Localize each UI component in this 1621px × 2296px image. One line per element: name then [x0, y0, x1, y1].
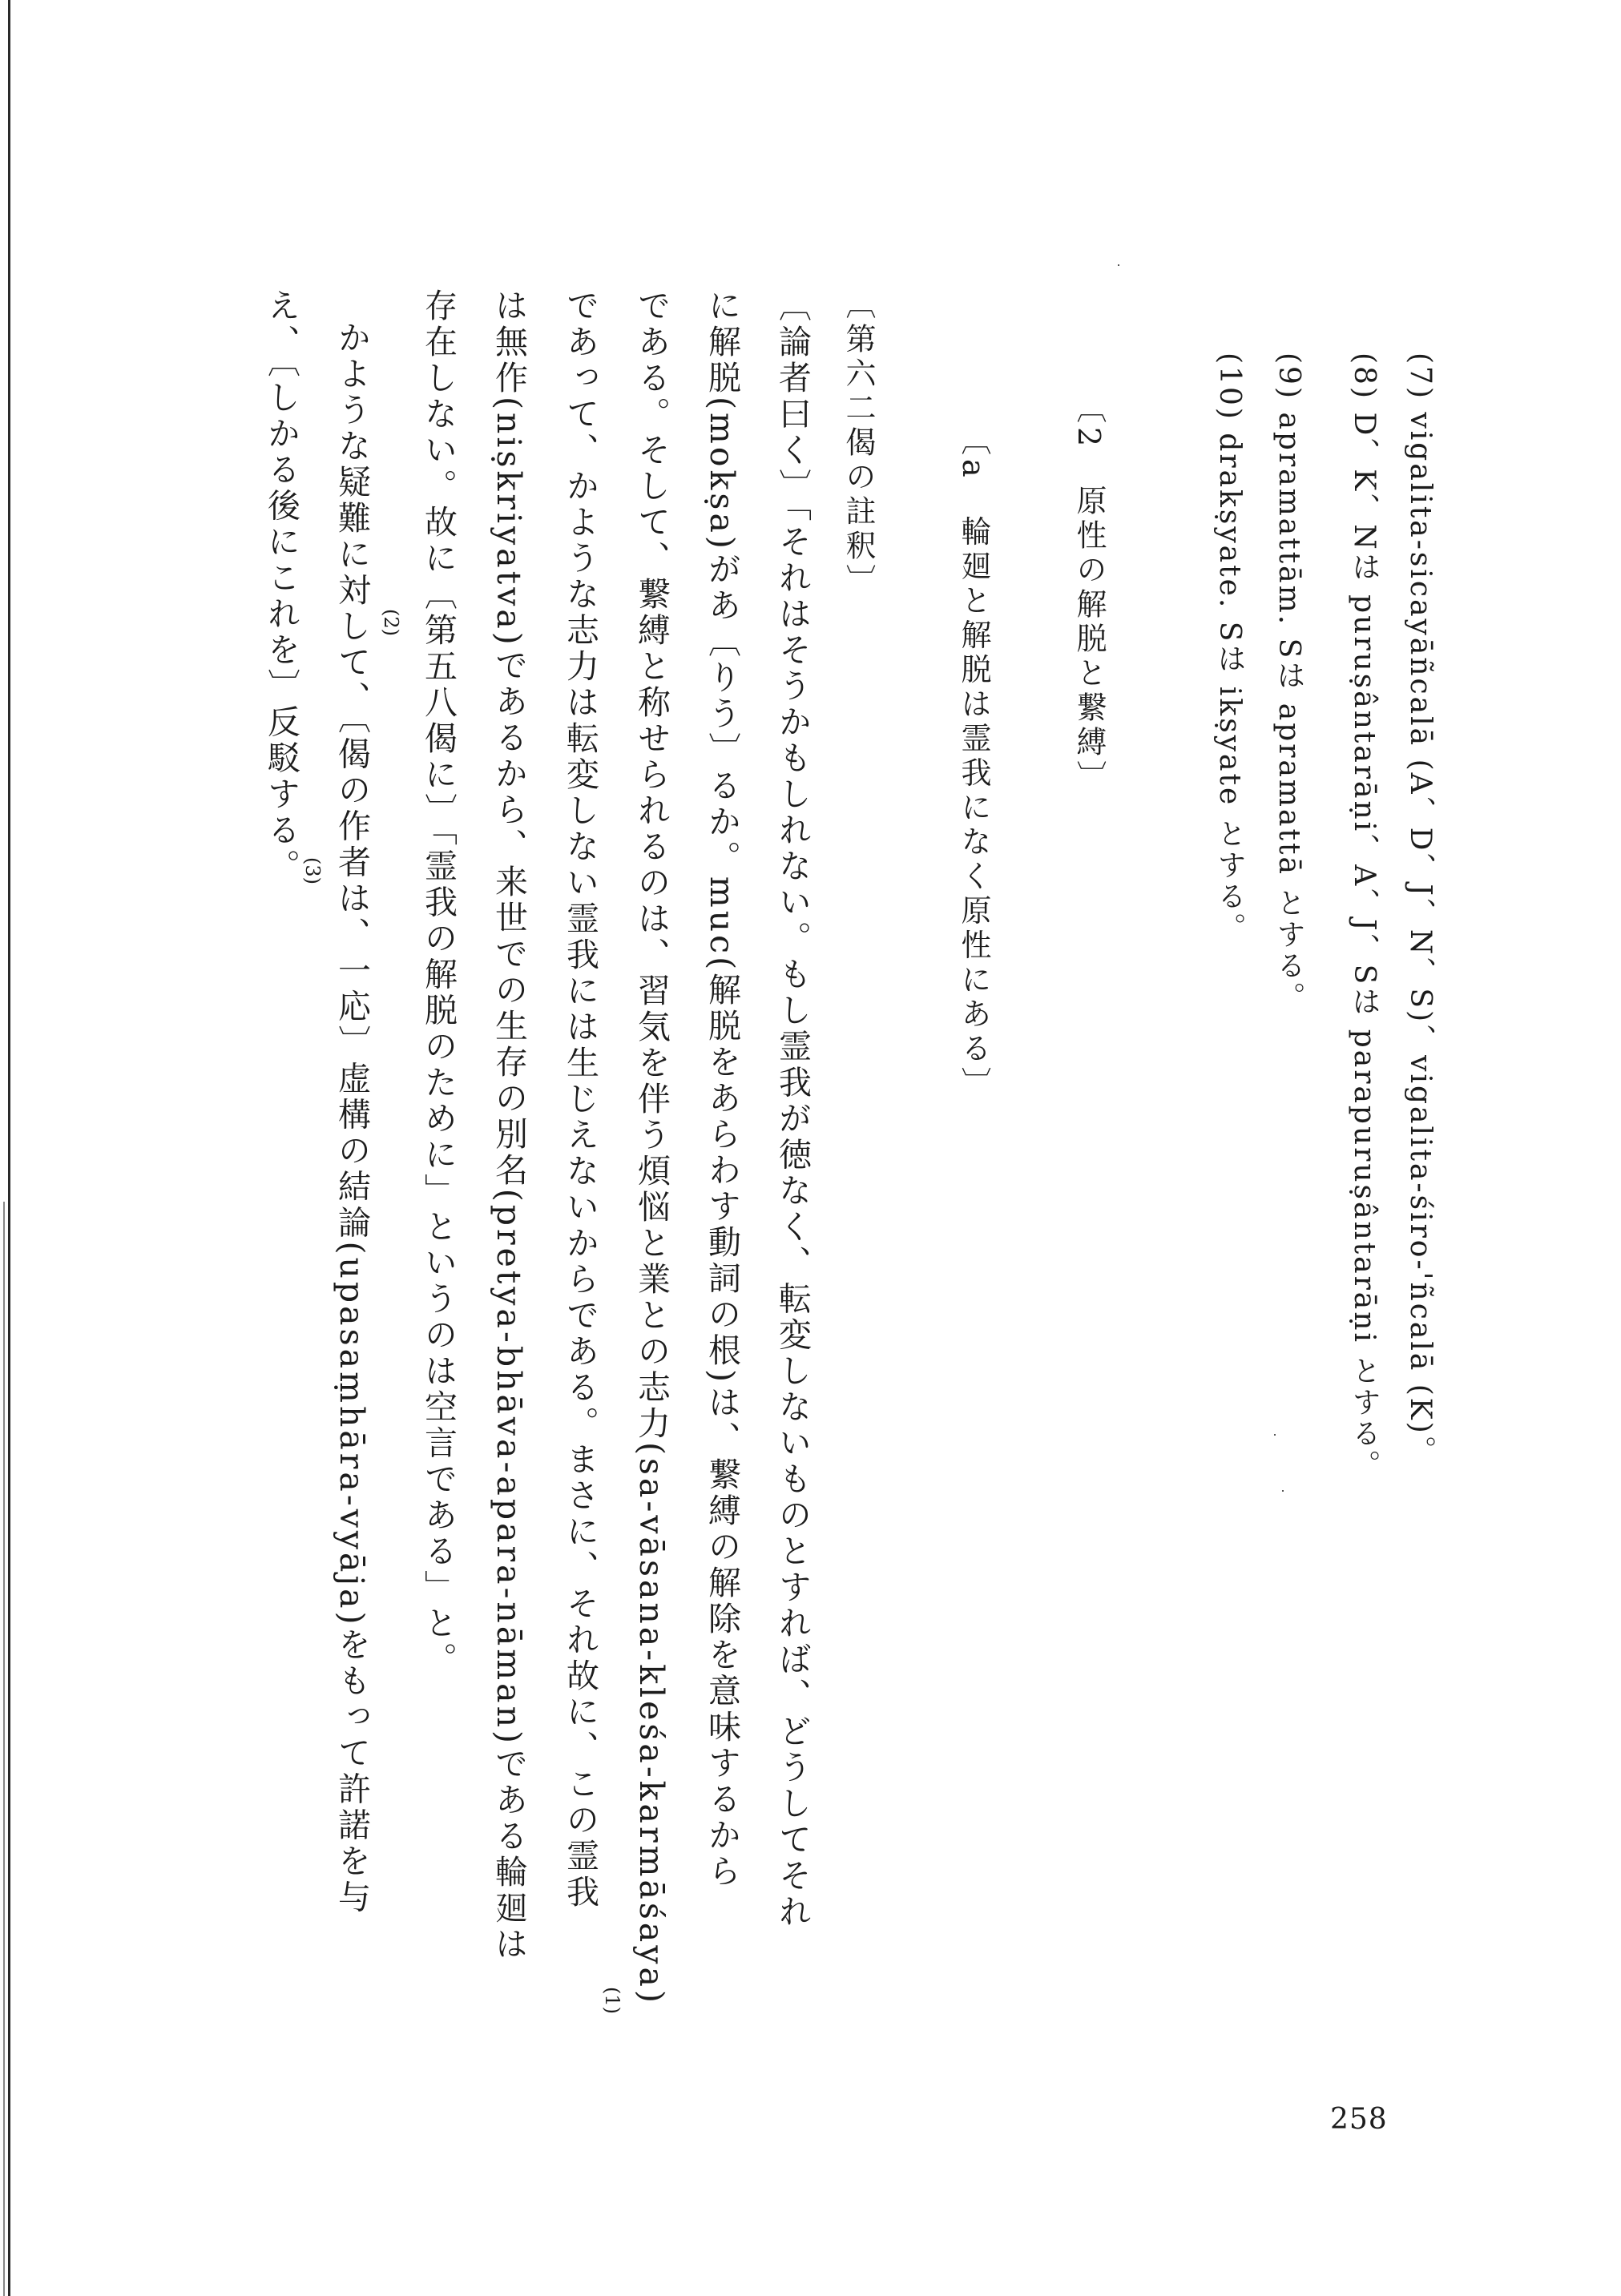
- footnote-8: (8) D、K、Nは puruṣântarāṇi、A、J、Sは parapuruṣântarāṇi とする。: [1348, 352, 1381, 1481]
- body-line-5: は無作(niṣkriyatva)であるから、来世での生存の別名(pretya-bhāva-apara-nāman)である輪廻は: [490, 288, 528, 1963]
- footnote-9: (9) apramattām. Sは apramattā とする。: [1272, 352, 1305, 1013]
- section-heading: 〔2 原性の解脱と繋縛〕: [1071, 393, 1107, 796]
- note-mark-2: (2): [380, 609, 402, 636]
- binding-edge-shadow: [3, 1202, 5, 2296]
- body-line-1: 〔論者曰く〕「それはそうかもしれない。もし霊我が徳なく、転変しないものとすれば、どうしてそれ: [773, 288, 812, 1931]
- body-line-7: かような疑難に対して、〔偈の作者は、一応〕虚構の結論(upasaṃhāra-vyāja)をもって許諾を与: [333, 320, 371, 1916]
- subsection-heading: 〔a 輪廻と解脱は霊我になく原性にある〕: [956, 425, 991, 1102]
- body-line-3: である。そして、繋縛と称せられるのは、習気を伴う煩悩と業との志力(sa-vāsana-kleśa-karmāśaya): [632, 288, 671, 2006]
- scan-speck: [1274, 1434, 1276, 1436]
- body-line-2: に解脱(mokṣa)があ〔りう〕るか。muc(解脱をあらわす動詞の根)は、繋縛の解除を意味するから: [703, 288, 741, 1891]
- body-line-6: 存在しない。故に〔第五八偈に〕「霊我の解脱のために」というのは空言である」と。: [419, 288, 458, 1678]
- footnote-7: (7) vigalita-sicayāñcalā (A、D、J、N、S)、vigalita-śiro-'ñcalā (K)。: [1404, 352, 1437, 1467]
- body-line-4: であって、かような志力は転変しない霊我には生じえないからである。まさに、それ故に、この霊我: [561, 288, 599, 1911]
- note-mark-1: (1): [601, 1987, 623, 2014]
- footnote-10: (10) drakṣyate. Sは ikṣyate とする。: [1213, 352, 1246, 944]
- scan-speck: [1282, 1490, 1284, 1492]
- binding-edge: [8, 0, 10, 2296]
- body-line-8: え、〔しかる後にこれを〕反駁する。: [262, 288, 300, 885]
- scan-speck: [1118, 264, 1119, 266]
- note-mark-3: (3): [301, 857, 324, 884]
- page-number: 258: [1330, 2103, 1388, 2136]
- commentary-heading: 〔第六二偈の註釈〕: [841, 288, 876, 598]
